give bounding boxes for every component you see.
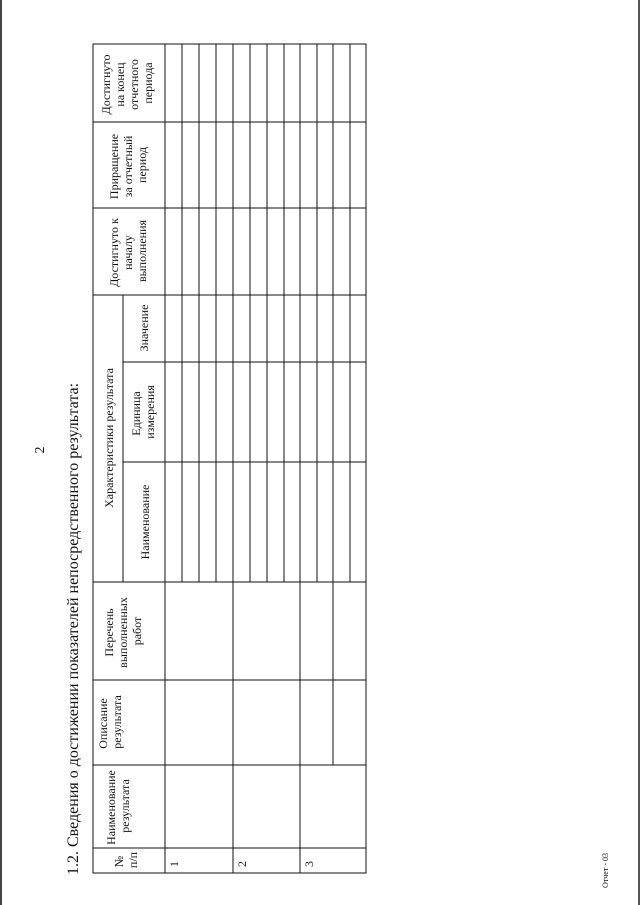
header-char-unit: Единица измерения	[129, 385, 157, 439]
row-number: 2	[235, 861, 249, 867]
table-rows	[167, 861, 316, 867]
header-characteristics: Характеристики результата	[102, 368, 116, 508]
footer-label: Отчет - 03	[601, 852, 610, 888]
table-header	[96, 52, 157, 869]
header-description: Описание результата	[96, 695, 124, 749]
header-works: Перечень выполненных работ	[102, 597, 144, 668]
header-start: Достигнуто к началу выполнения	[107, 218, 149, 287]
row-number: 1	[167, 861, 181, 867]
header-char-name: Наименование	[138, 484, 152, 560]
header-char-value: Значение	[137, 304, 151, 352]
page-number: 2	[33, 446, 48, 454]
header-end: Достигнуто на конец отчетного периода	[99, 54, 155, 115]
header-name: Наименование результата	[104, 770, 132, 845]
header-increment: Приращение за отчетный период	[107, 133, 149, 200]
section-title: 1.2. Сведения о достижении показателей непосредственного результата:	[65, 382, 82, 875]
row-number: 3	[302, 861, 316, 867]
header-num: № п/п	[112, 851, 140, 869]
